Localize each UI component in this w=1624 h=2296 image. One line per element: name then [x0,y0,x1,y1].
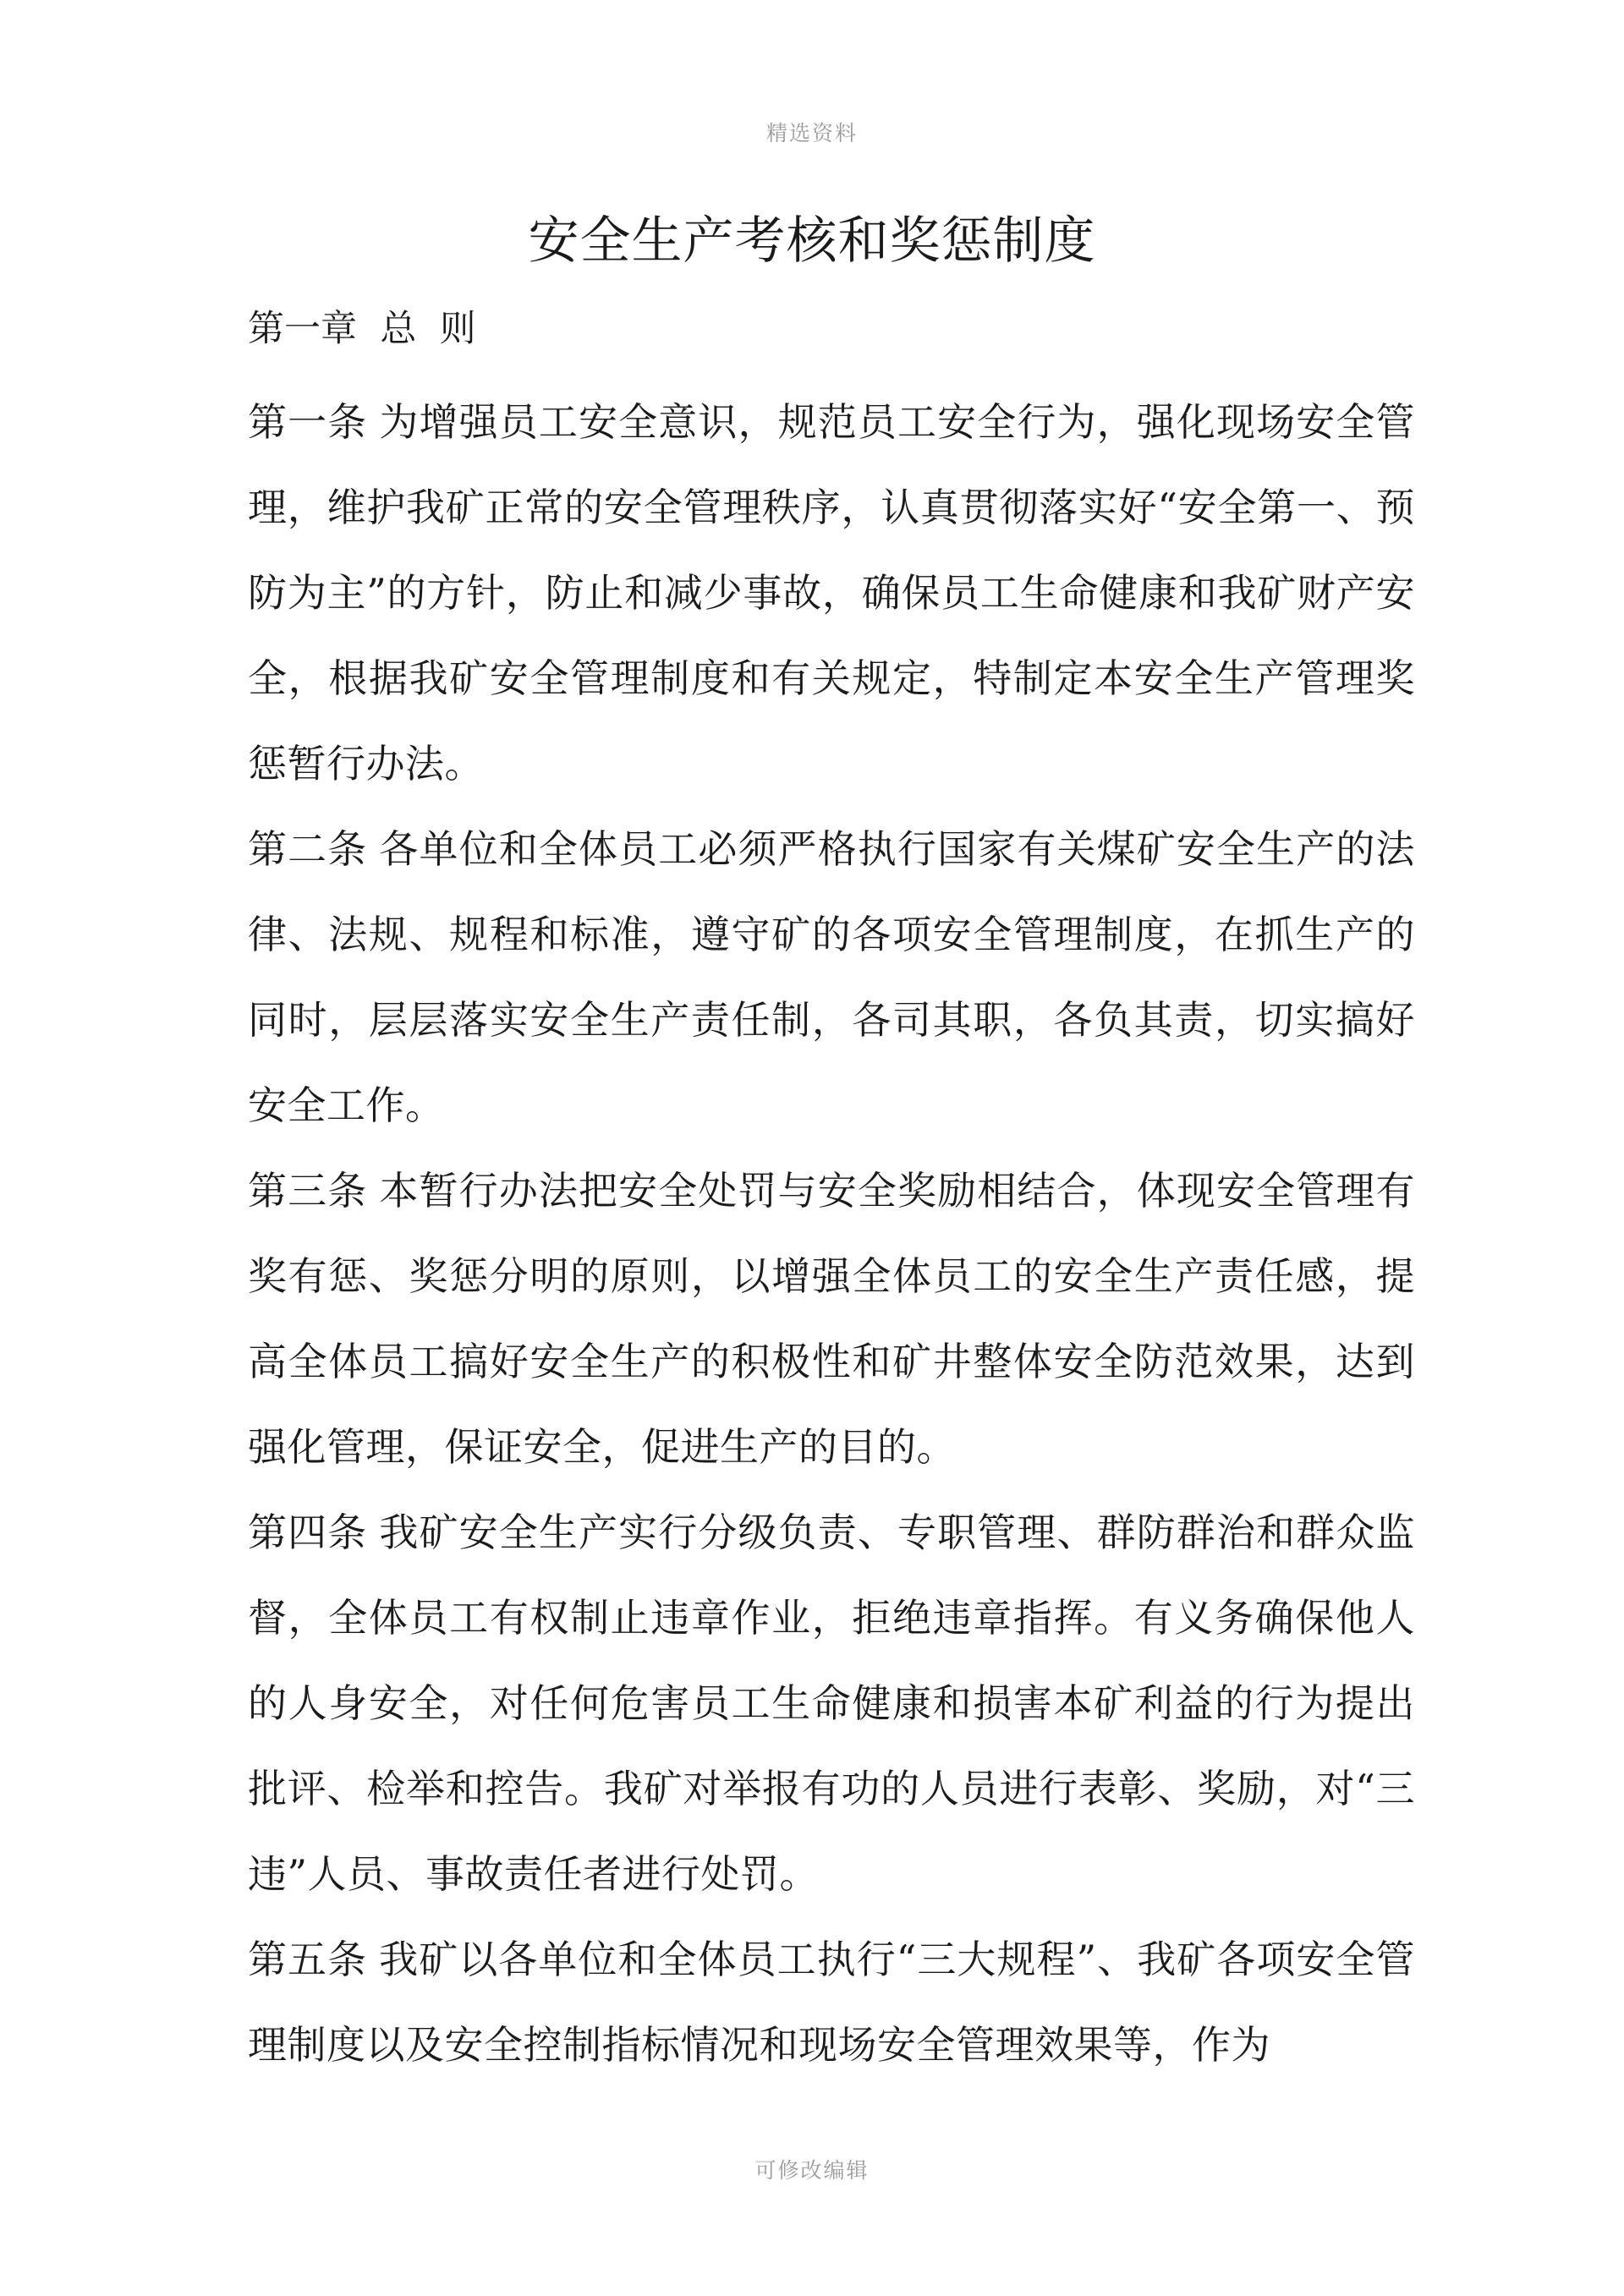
page-footer: 可修改编辑 [754,2158,870,2183]
article-number: 第四条 [248,1510,368,1555]
document-body [248,380,1415,2088]
article-text: 我矿安全生产实行分级负责、专职管理、群防群治和群众监督，全体员工有权制止违章作业，拒绝违章指挥。有义务确保他人的人身安全，对任何危害员工生命健康和损害本矿利益的行为提出批评、检举和控告。我矿对举报有功的人员进行表彰、奖励，对“三违”人员、事故责任者进行处罚。 [248,1510,1415,1897]
article-text: 本暂行办法把安全处罚与安全奖励相结合，体现安全管理有奖有惩、奖惩分明的原则，以增强全体员工的安全生产责任感，提高全体员工搞好安全生产的积极性和矿井整体安全防范效果，达到强化管理，保证安全，促进生产的目的。 [248,1168,1415,1470]
article-1 [248,380,1415,807]
page-header: 精选资料 [765,121,858,145]
article-2 [248,807,1415,1148]
article-number: 第一条 [248,399,368,445]
article-4 [248,1490,1415,1917]
article-5 [248,1917,1415,2088]
article-text: 我矿以各单位和全体员工执行“三大规程”、我矿各项安全管理制度以及安全控制指标情况和现场安全管理效果等，作为 [248,1937,1415,2068]
chapter-heading: 第一章 总 则 [248,308,476,350]
article-number: 第二条 [248,826,368,872]
document-title: 安全生产考核和奖惩制度 [528,211,1096,271]
article-text: 为增强员工安全意识，规范员工安全行为，强化现场安全管理，维护我矿正常的安全管理秩序，认真贯彻落实好“安全第一、预防为主”的方针，防止和减少事故，确保员工生命健康和我矿财产安全，根据我矿安全管理制度和有关规定，特制定本安全生产管理奖惩暂行办法。 [248,399,1415,786]
article-number: 第三条 [248,1168,368,1214]
article-3 [248,1148,1415,1490]
article-number: 第五条 [248,1937,368,1982]
article-text: 各单位和全体员工必须严格执行国家有关煤矿安全生产的法律、法规、规程和标准，遵守矿的各项安全管理制度，在抓生产的同时，层层落实安全生产责任制，各司其职，各负其责，切实搞好安全工作。 [248,826,1415,1128]
